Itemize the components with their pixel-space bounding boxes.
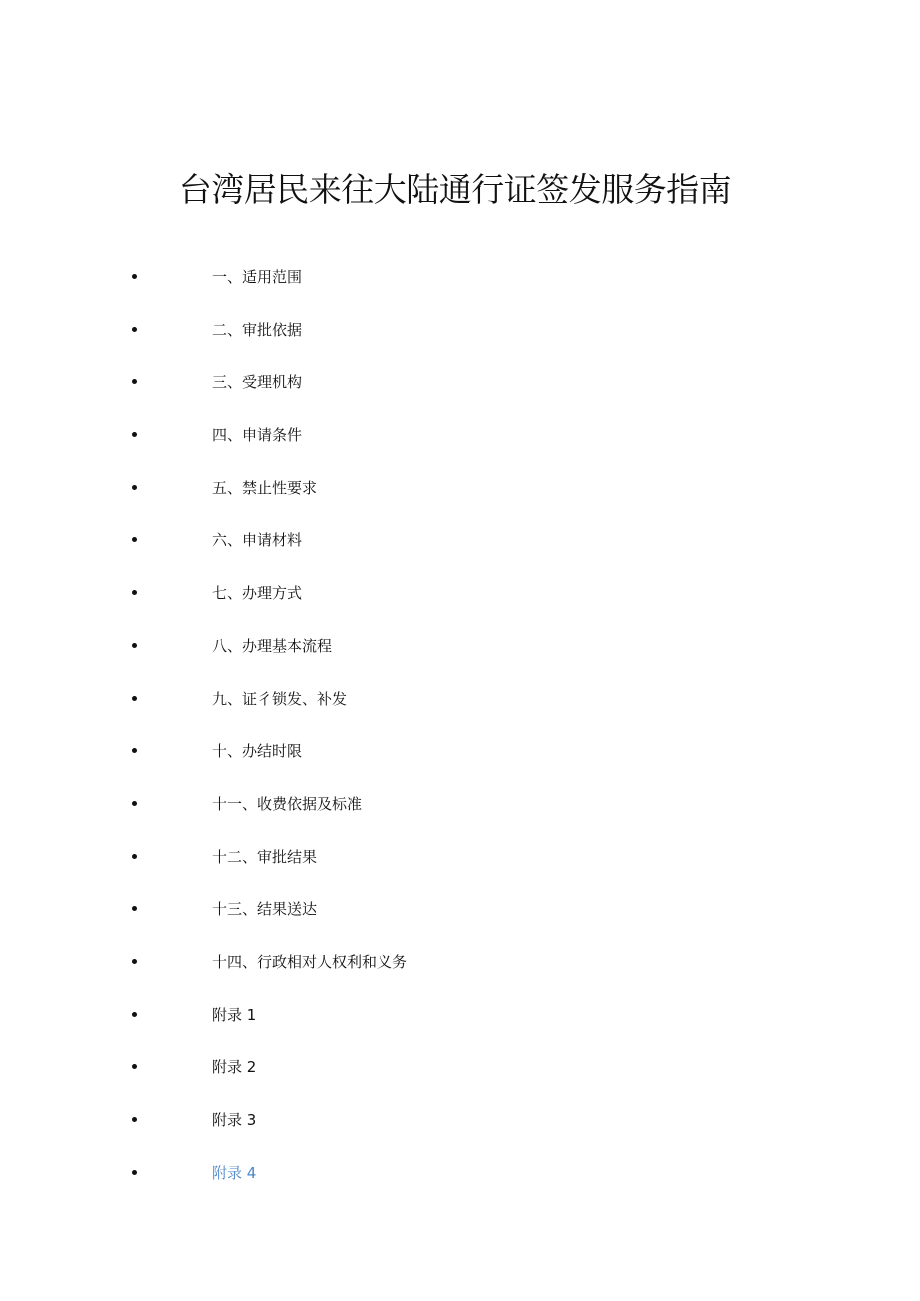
toc-item: [0, 732, 920, 785]
toc-link[interactable]: 三、受理机构: [212, 373, 303, 392]
toc-link[interactable]: 六、申请材料: [212, 531, 303, 550]
toc-item: [0, 258, 920, 311]
toc-link[interactable]: 十三、结果送达: [212, 900, 318, 919]
toc-item: [0, 838, 920, 891]
bullet-icon: [132, 1117, 137, 1122]
bullet-icon: [132, 1170, 137, 1175]
toc-link[interactable]: 七、办理方式: [212, 584, 303, 603]
bullet-icon: [132, 801, 137, 806]
toc-link[interactable]: 附录 2: [212, 1058, 257, 1077]
toc-link[interactable]: 十四、行政相对人权利和义务: [212, 952, 408, 971]
table-of-contents: [0, 258, 920, 1206]
toc-link[interactable]: 十一、收费依据及标准: [212, 794, 363, 813]
bullet-icon: [132, 748, 137, 753]
toc-link[interactable]: 二、审批依据: [212, 320, 303, 339]
bullet-icon: [132, 379, 137, 384]
bullet-icon: [132, 854, 137, 859]
bullet-icon: [132, 327, 137, 332]
toc-item: [0, 680, 920, 733]
bullet-icon: [132, 537, 137, 542]
toc-item: [0, 1048, 920, 1101]
toc-link[interactable]: 九、证彳锁发、补发: [212, 689, 348, 708]
bullet-icon: [132, 1064, 137, 1069]
bullet-icon: [132, 274, 137, 279]
toc-item: [0, 1101, 920, 1154]
toc-item: [0, 521, 920, 574]
bullet-icon: [132, 590, 137, 595]
toc-link[interactable]: 附录 4: [212, 1163, 257, 1182]
bullet-icon: [132, 959, 137, 964]
bullet-icon: [132, 485, 137, 490]
toc-link[interactable]: 八、办理基本流程: [212, 636, 333, 655]
toc-link[interactable]: 五、禁止性要求: [212, 478, 318, 497]
toc-link[interactable]: 附录 3: [212, 1111, 257, 1129]
toc-item: [0, 1154, 920, 1207]
toc-item: [0, 363, 920, 416]
toc-item: [0, 996, 920, 1049]
bullet-icon: [132, 696, 137, 701]
toc-link[interactable]: 四、申请条件: [212, 426, 303, 445]
bullet-icon: [132, 432, 137, 437]
toc-item: [0, 785, 920, 838]
toc-link[interactable]: 十二、审批结果: [212, 847, 318, 866]
toc-item: [0, 311, 920, 364]
document-title: 台湾居民来往大陆通行证签发服务指南: [178, 170, 732, 209]
bullet-icon: [132, 643, 137, 648]
toc-link[interactable]: 一、适用范围: [212, 268, 303, 286]
bullet-icon: [132, 906, 137, 911]
toc-link[interactable]: 附录 1: [212, 1005, 257, 1024]
toc-item: [0, 627, 920, 680]
bullet-icon: [132, 1012, 137, 1017]
toc-link[interactable]: 十、办结时限: [212, 742, 303, 761]
toc-item: [0, 469, 920, 522]
toc-item: [0, 574, 920, 627]
toc-item: [0, 890, 920, 943]
toc-item: [0, 943, 920, 996]
toc-item: [0, 416, 920, 469]
